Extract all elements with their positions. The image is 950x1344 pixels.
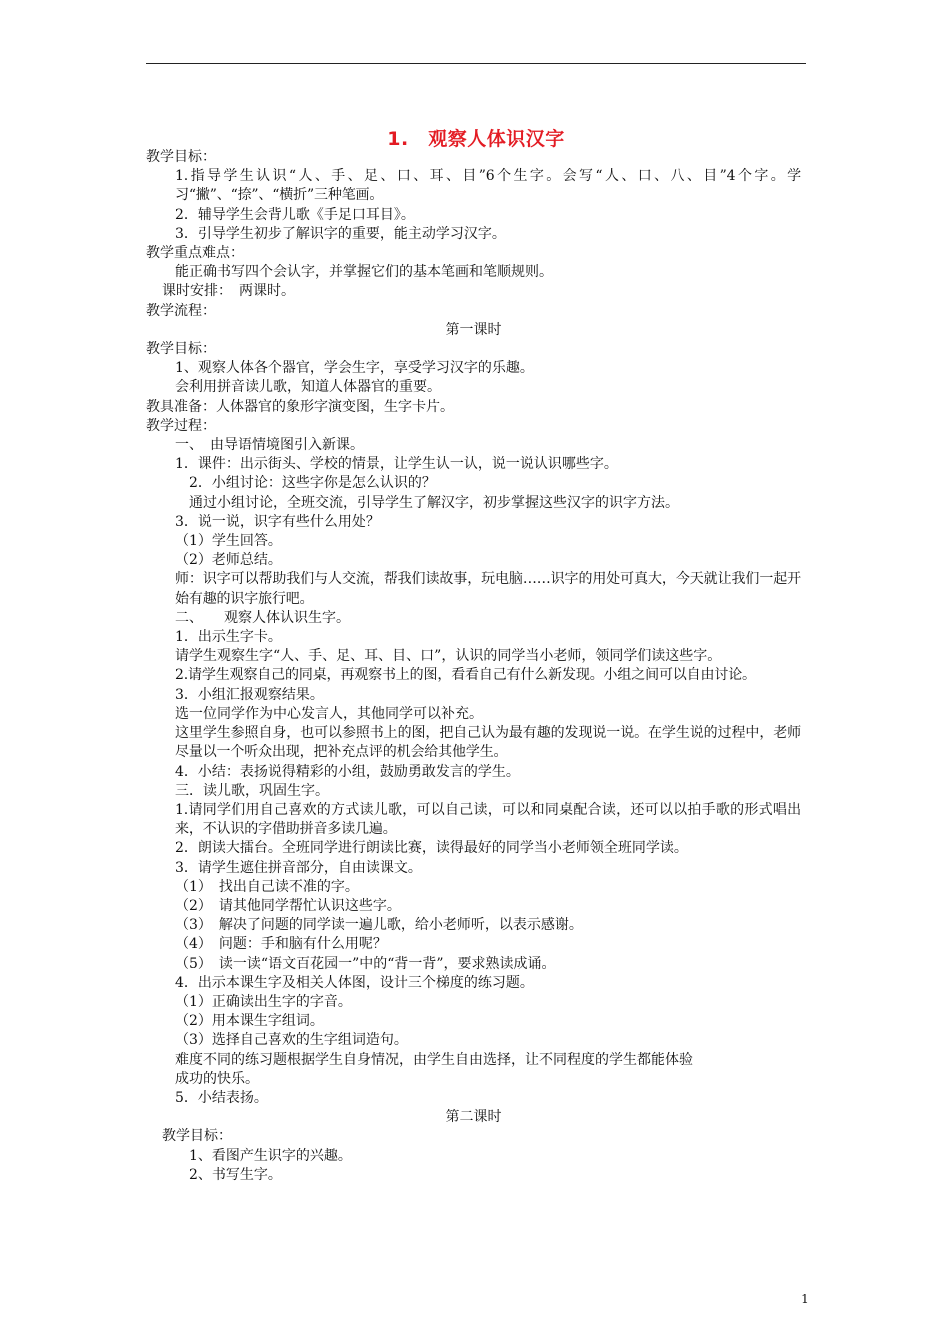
text-line: （2）用本课生字组词。: [175, 1013, 324, 1030]
text-line: 3．小组汇报观察结果。: [175, 686, 324, 703]
text-line: 课时安排： 两课时。: [162, 283, 295, 300]
text-line: 2．小组讨论：这些字你是怎么认识的？: [175, 475, 436, 492]
text-line: （2）老师总结。: [175, 552, 282, 569]
text-line: 2．朗读大擂台。全班同学进行朗读比赛，读得最好的同学当小老师领全班同学读。: [175, 840, 688, 857]
section-heading: 第二课时: [445, 1109, 502, 1126]
text-line: 教学流程：: [146, 302, 216, 319]
text-line: 能正确书写四个会认字，并掌握它们的基本笔画和笔顺规则。: [175, 264, 553, 281]
text-line: 通过小组讨论，全班交流，引导学生了解汉字，初步掌握这些汉字的识字方法。: [175, 494, 679, 511]
text-line: （3）选择自己喜欢的生字组词造句。: [175, 1032, 408, 1049]
text-line: 3．说一说，识字有些什么用处？: [175, 513, 380, 530]
text-line: （2） 请其他同学帮忙认识这些字。: [175, 897, 401, 914]
text-line: 1、观察人体各个器官，学会生字，享受学习汉字的乐趣。: [175, 360, 534, 377]
text-line: 二、 观察人体认识生字。: [175, 609, 350, 626]
text-line: 教学目标：: [146, 341, 216, 358]
text-line: 1．课件：出示街头、学校的情景，让学生认一认，说一说认识哪些字。: [175, 456, 618, 473]
text-line: 1、看图产生识字的兴趣。: [175, 1147, 352, 1164]
text-line: 5．小结表扬。: [175, 1089, 268, 1106]
text-line: （1）学生回答。: [175, 533, 282, 550]
page-title: 1. 观察人体识汉字: [387, 128, 565, 150]
page-number: 1: [801, 1292, 809, 1306]
text-line: 选一位同学作为中心发言人，其他同学可以补充。: [175, 705, 483, 722]
text-line: （3） 解决了问题的同学读一遍儿歌，给小老师听，以表示感谢。: [175, 917, 583, 934]
text-line: 师：识字可以帮助我们与人交流，帮我们读故事，玩电脑……识字的用处可真大，今天就让我们一起开始有趣的识字旅行吧。: [175, 571, 801, 607]
text-line: 4．小结：表扬说得精彩的小组，鼓励勇敢发言的学生。: [175, 763, 520, 780]
text-line: 3．引导学生初步了解识字的重要，能主动学习汉字。: [175, 225, 506, 242]
text-line: 请学生观察生字“人、手、足、耳、目、口”，认识的同学当小老师，领同学们读这些字。: [175, 648, 722, 665]
text-line: 会利用拼音读儿歌，知道人体器官的重要。: [175, 379, 441, 396]
text-line: 2．辅导学生会背儿歌《手足口耳目》。: [175, 206, 415, 223]
document-body: [146, 148, 801, 1185]
text-line: 4．出示本课生字及相关人体图，设计三个梯度的练习题。: [175, 974, 534, 991]
section-heading: 第一课时: [445, 321, 502, 338]
text-line: 成功的快乐。: [175, 1070, 259, 1087]
text-line: 1．出示生字卡。: [175, 629, 282, 646]
text-line: 一、 由导语情境图引入新课。: [175, 437, 364, 454]
text-line: 教学目标：: [162, 1128, 232, 1145]
text-line: 教学重点难点：: [146, 245, 244, 262]
text-line: 三．读儿歌，巩固生字。: [175, 782, 329, 799]
text-line: （1） 找出自己读不准的字。: [175, 878, 359, 895]
text-line: 2、书写生字。: [175, 1166, 282, 1183]
text-line: 3．请学生遮住拼音部分，自由读课文。: [175, 859, 422, 876]
text-line: （1）正确读出生字的字音。: [175, 993, 352, 1010]
text-line: （5） 读一读“语文百花园一”中的“背一背”，要求熟读成诵。: [175, 955, 556, 972]
text-line: （4） 问题：手和脑有什么用呢？: [175, 936, 387, 953]
text-line: 教具准备：人体器官的象形字演变图，生字卡片。: [146, 398, 454, 415]
text-line: 1.指导学生认识“人、手、足、口、耳、目”6个生字。会写“人、口、八、目”4个字。学习“撇”、“捺”、“横折”三种笔画。: [175, 168, 801, 204]
text-line: 教学目标：: [146, 149, 216, 165]
text-line: 2.请学生观察自己的同桌，再观察书上的图，看看自己有什么新发现。小组之间可以自由讨论。: [175, 667, 756, 684]
header-rule: [146, 63, 806, 64]
text-line: 1.请同学们用自己喜欢的方式读儿歌，可以自己读，可以和同桌配合读，还可以以拍手歌的形式唱出来，不认识的字借助拼音多读几遍。: [175, 801, 801, 838]
text-line: 教学过程：: [146, 417, 216, 434]
text-line: 这里学生参照自身，也可以参照书上的图，把自己认为最有趣的发现说一说。在学生说的过程中，老师尽量以一个听众出现，把补充点评的机会给其他学生。: [175, 725, 801, 761]
text-line: 难度不同的练习题根据学生自身情况，由学生自由选择，让不同程度的学生都能体验: [175, 1051, 693, 1068]
